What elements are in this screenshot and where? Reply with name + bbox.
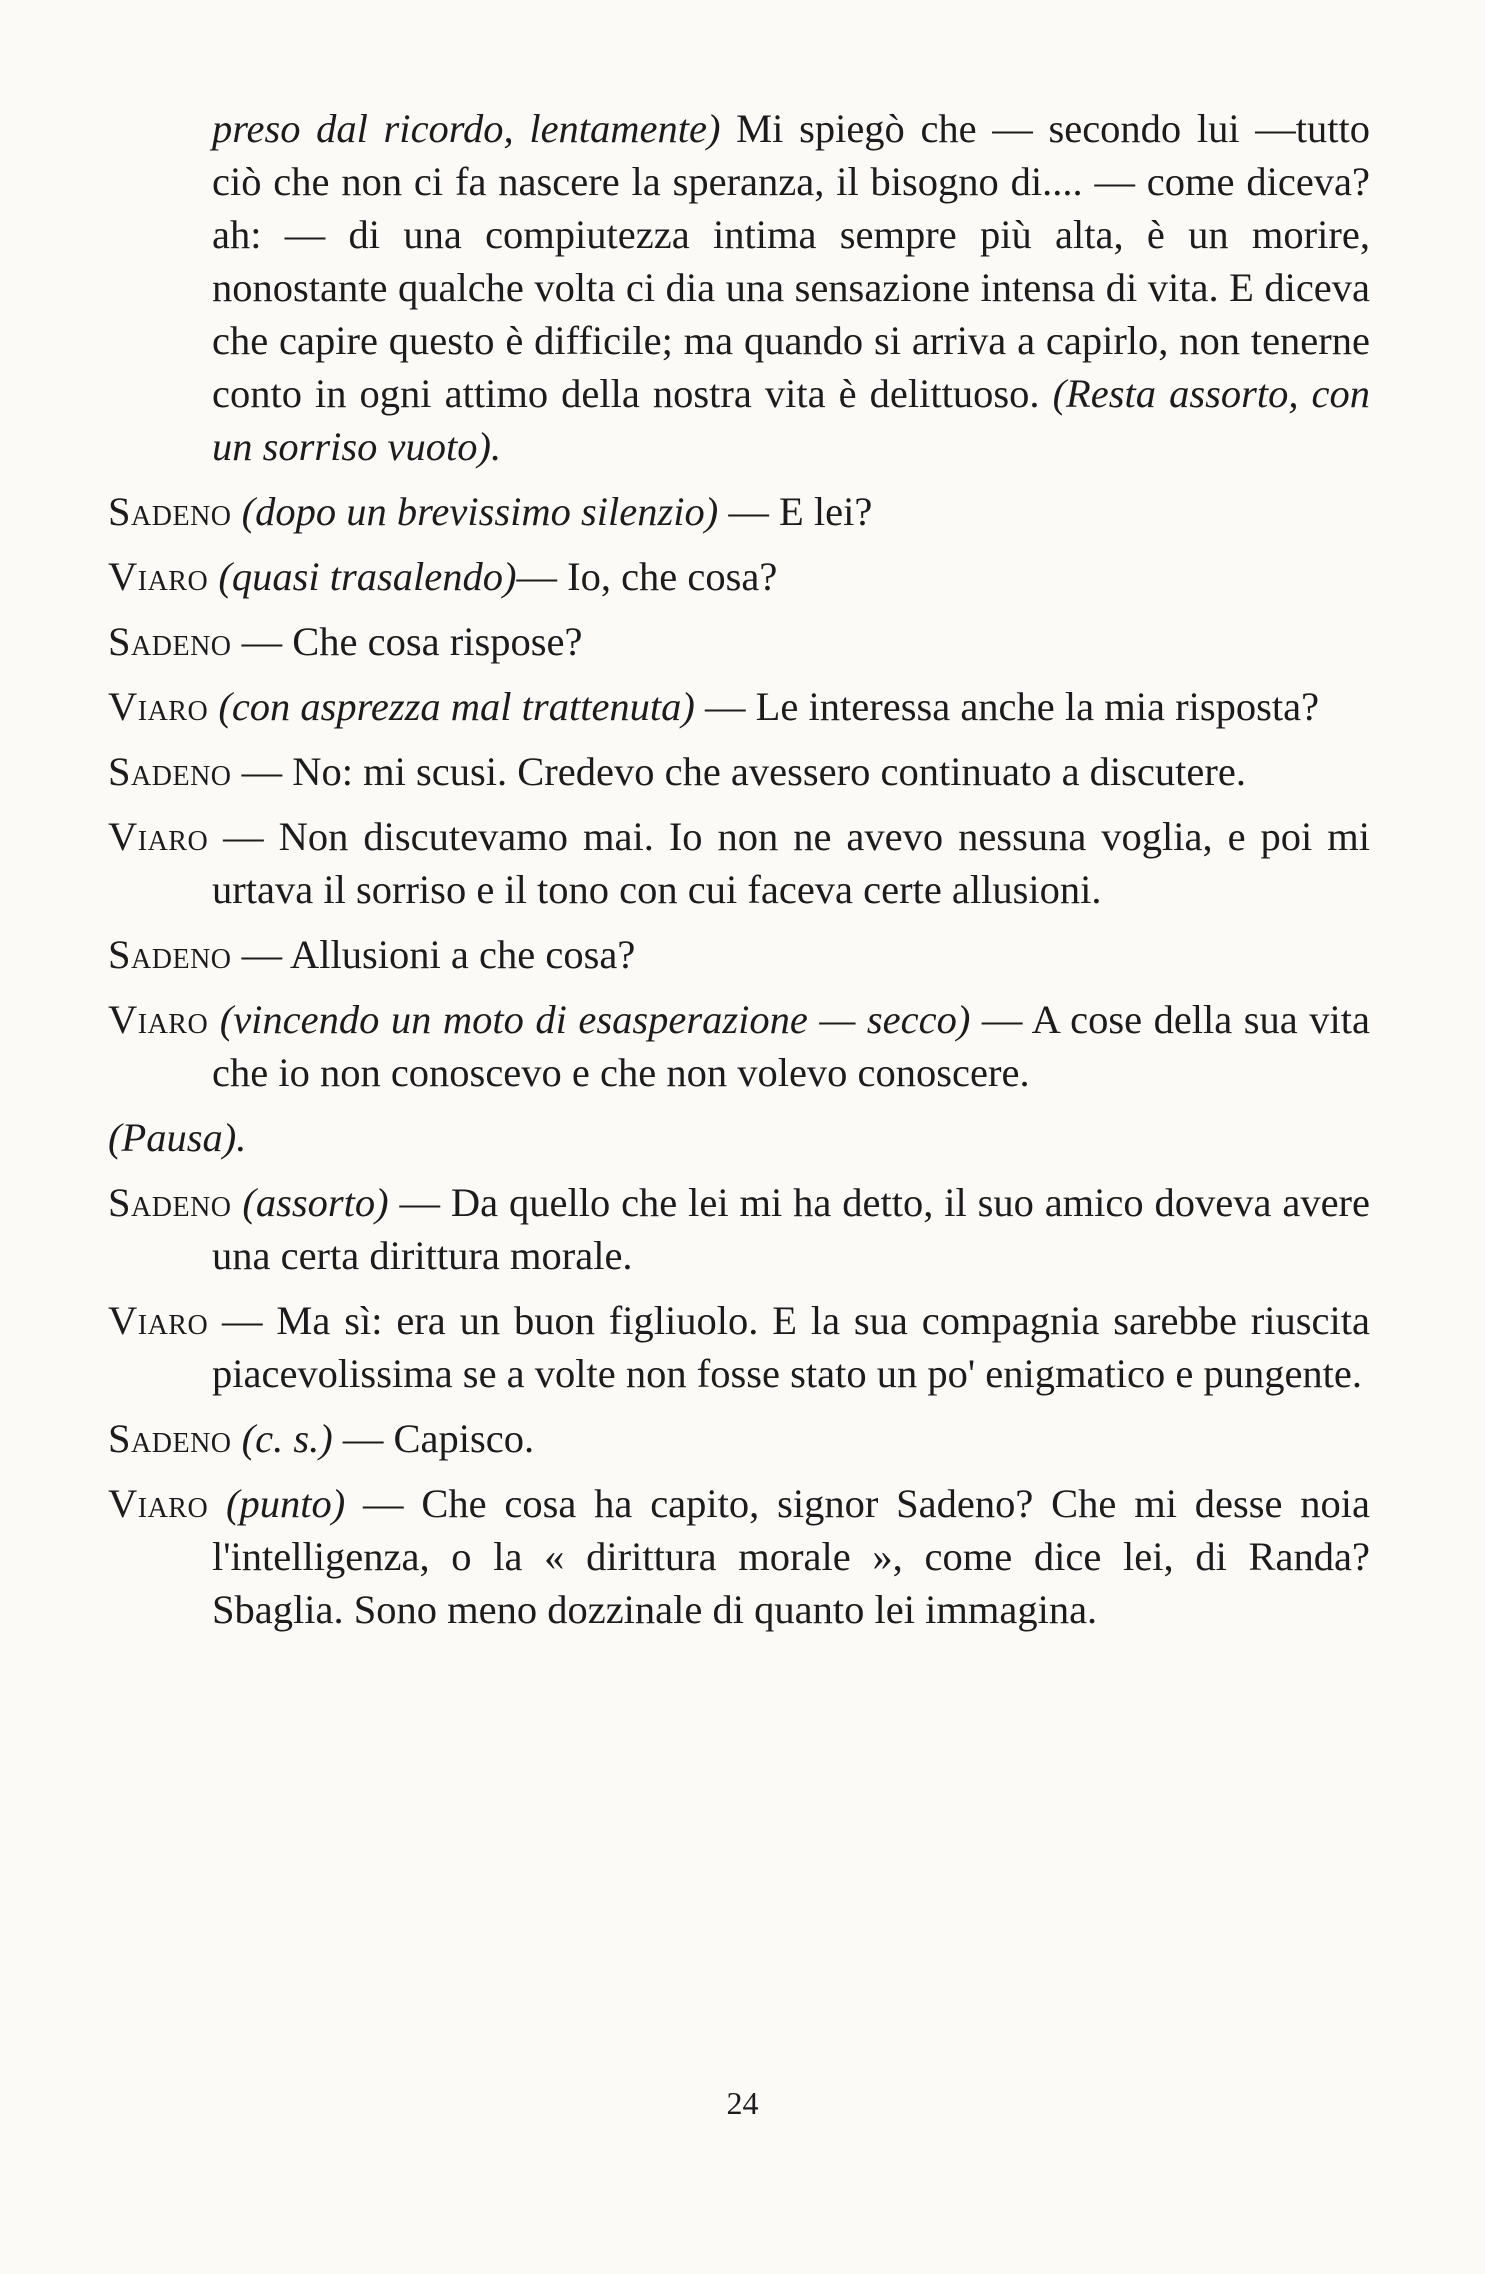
- dialogue-line: [108, 485, 1370, 538]
- speech: — Da quello che lei mi ha detto, il suo amico doveva avere una certa dirittura morale.: [212, 1180, 1371, 1278]
- speech: Mi spiegò che — secondo lui —tutto ciò che non ci fa nascere la speranza, il bisogno di.... — come diceva? ah: — di una compiutezza intima sempre più alta, è un morire, nonostante qualche volta ci dia una sensazione intensa di vita. E diceva che capire questo è difficile; ma quando si arriva a capirlo, non tenerne conto in ogni attimo della nostra vita è delittuoso.: [212, 106, 1370, 416]
- dialogue-line: [108, 1412, 1370, 1465]
- speech: — Ma sì: era un buon figliuolo. E la sua compagnia sarebbe riuscita piacevolissima se a volte non fosse stato un po' enigmatico e pungente.: [208, 1298, 1370, 1396]
- speaker-name: Viaro: [108, 1481, 209, 1526]
- stage-direction: (punto): [226, 1481, 346, 1526]
- speaker-name: Viaro: [108, 1298, 209, 1343]
- speech: — Che cosa ha capito, signor Sadeno? Che mi desse noia l'intelligenza, o la « dirittura morale », come dice lei, di Randa? Sbaglia. Sono meno dozzinale di quanto lei immagina.: [212, 1481, 1371, 1632]
- dialogue-line: [108, 615, 1370, 668]
- stage-direction: (quasi trasalendo): [218, 554, 517, 599]
- dialogue-line: [108, 550, 1370, 603]
- page-text: [108, 102, 1370, 1648]
- speech: — No: mi scusi. Credevo che avessero continuato a discutere.: [231, 749, 1246, 794]
- pause-direction: [108, 1111, 1370, 1164]
- speaker-name: Viaro: [108, 554, 209, 599]
- dialogue-line: [108, 1176, 1370, 1282]
- opening-paragraph: [212, 102, 1370, 473]
- stage-direction: (vincendo un moto di esasperazione — secco): [219, 997, 971, 1042]
- speaker-name: Viaro: [108, 997, 209, 1042]
- stage-direction: preso dal ricordo, lentamente): [212, 106, 721, 151]
- page-number: 24: [726, 2085, 759, 2121]
- dialogue-line: [108, 1294, 1370, 1400]
- speech: — A cose della sua vita che io non conoscevo e che non volevo conoscere.: [212, 997, 1370, 1095]
- speaker-name: Sadeno: [108, 1180, 232, 1225]
- speech: — Non discutevamo mai. Io non ne avevo nessuna voglia, e poi mi urtava il sorriso e il tono con cui faceva certe allusioni.: [208, 814, 1370, 912]
- speaker-name: Sadeno: [108, 932, 232, 977]
- speaker-name: Sadeno: [108, 749, 232, 794]
- stage-direction: (dopo un brevissimo silenzio): [241, 489, 719, 534]
- speaker-name: Viaro: [108, 814, 209, 859]
- speech: — Io, che cosa?: [516, 554, 778, 599]
- dialogue-line: [108, 928, 1370, 981]
- speaker-name: Sadeno: [108, 619, 232, 664]
- stage-direction: (c. s.): [241, 1416, 333, 1461]
- speaker-name: Viaro: [108, 684, 209, 729]
- stage-direction: (con asprezza mal trattenuta): [218, 684, 695, 729]
- dialogue-line: [108, 810, 1370, 916]
- stage-direction: (Resta assorto, con un sorriso vuoto).: [212, 371, 1370, 469]
- stage-direction: (Pausa).: [108, 1115, 247, 1160]
- speech: — Capisco.: [332, 1416, 535, 1461]
- speaker-name: Sadeno: [108, 489, 232, 534]
- stage-direction: (assorto): [242, 1180, 389, 1225]
- speech: — Le interessa anche la mia risposta?: [694, 684, 1320, 729]
- dialogue-line: [108, 993, 1370, 1099]
- speaker-name: Sadeno: [108, 1416, 232, 1461]
- speech: — Che cosa rispose?: [231, 619, 583, 664]
- speech: — E lei?: [718, 489, 873, 534]
- speech: — Allusioni a che cosa?: [231, 932, 636, 977]
- dialogue-line: [108, 680, 1370, 733]
- dialogue-line: [108, 1477, 1370, 1636]
- dialogue-line: [108, 745, 1370, 798]
